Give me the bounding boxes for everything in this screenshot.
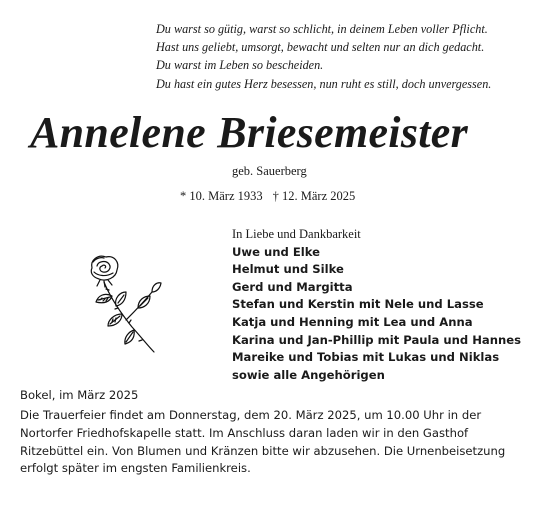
maiden-name: geb. Sauerberg (232, 164, 307, 178)
poem-line: Hast uns geliebt, umsorgt, bewacht und selten nur an dich gedacht. (156, 40, 485, 55)
notice-line: Nortorfer Friedhofskapelle statt. Im Anschluss daran laden wir in den Gasthof (20, 425, 469, 440)
life-dates (180, 188, 355, 204)
place-date: Bokel, im März 2025 (20, 388, 139, 402)
poem-line: Du warst im Leben so bescheiden. (156, 58, 324, 73)
mourner: Katja und Henning mit Lea und Anna (232, 314, 473, 329)
death-date: † 12. März 2025 (272, 189, 356, 203)
mourner: Karina und Jan-Phillip mit Paula und Hannes (232, 332, 522, 347)
mourner: Gerd und Margitta (232, 279, 353, 294)
birth-date: * 10. März 1933 (180, 189, 263, 203)
mourners-list (232, 226, 521, 384)
mourner: Mareike und Tobias mit Lukas und Niklas (232, 350, 500, 365)
deceased-name: Annelene Briesemeister (30, 108, 469, 157)
poem (156, 20, 546, 93)
notice-line: erfolgt später im engsten Familienkreis. (20, 461, 251, 476)
poem-line: Du warst so gütig, warst so schlicht, in deinem Leben voller Pflicht. (156, 22, 488, 36)
poem-line: Du hast ein gutes Herz besessen, nun ruht es still, doch unvergessen. (156, 76, 492, 91)
mourners-intro: In Liebe und Dankbarkeit (232, 227, 361, 241)
notice-line: Ritzebüttel ein. Von Blumen und Kränzen bitte wir abzusehen. Die Urnenbeisetzung (20, 443, 506, 458)
mourner: Uwe und Elke (232, 244, 321, 259)
funeral-notice (20, 407, 532, 478)
mourner: Helmut und Silke (232, 262, 344, 277)
mourner: Stefan und Kerstin mit Nele und Lasse (232, 297, 484, 312)
mourner: sowie alle Angehörigen (232, 367, 385, 382)
notice-line: Die Trauerfeier findet am Donnerstag, dem 20. März 2025, um 10.00 Uhr in der (20, 408, 482, 422)
rose-icon (82, 252, 162, 354)
